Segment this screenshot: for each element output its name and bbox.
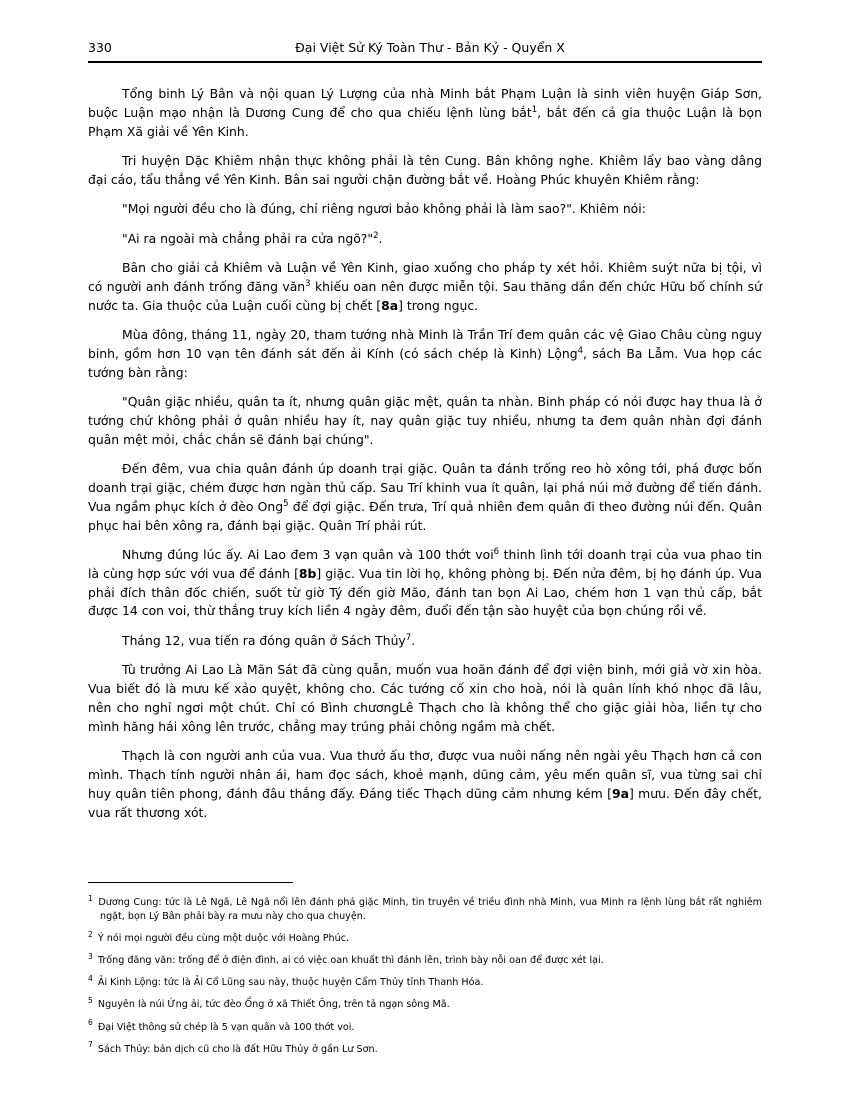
paragraph: "Ai ra ngoài mà chẳng phải ra cửa ngõ?"$^2$.	[122, 230, 383, 246]
footnote-reference[interactable]: 3	[305, 278, 311, 289]
footnote-reference[interactable]: 6	[493, 546, 500, 557]
footnotes	[88, 896, 762, 1056]
footnote-text: Sách Thủy: bản dịch cũ cho là đất Hữu Thủy ở gần Lư Sơn.	[94, 1043, 378, 1055]
footnote-reference[interactable]: 5	[283, 498, 289, 509]
paragraph: Tri huyện Dặc Khiêm nhận thực không phải là tên Cung. Bân không nghe. Khiêm lấy bao vàng dâng đại cáo, tẩu thẳng về Yên Kinh. Bân sai người chặn đường bắt về. Hoàng Phúc khuyên Khiêm rằng:	[88, 153, 762, 187]
footnote-item	[88, 976, 762, 990]
paragraph: Tháng 12, vua tiến ra đóng quân ở Sách Thủy$^7$.	[122, 632, 416, 648]
paragraph: Nhưng đúng lúc ấy. Ai Lao đem 3 vạn quân và 100 thớt voi$^6$ thinh lình tới doanh trại của vua phao tin là cùng hợp sức với vua để đánh [8b] giặc. Vua tin lời họ, không phòng bị. Đến nửa đêm, bị họ đánh úp. Vua phải đích thân đốc chiến, suốt từ giờ Tý đến giờ Mão, đánh tan bọn Ai Lao, chém hơn 1 vạn thủ cấp, bắt được 14 con voi, thừ thắng truy kích liền 4 ngày đêm, đuổi đến tận sào huyệt của bọn chúng rồi về.	[88, 546, 762, 619]
footnote-text: Nguyên là núi Ứng ải, tức đèo Ổng ở xã Thiết Ông, trên tả ngạn sông Mã.	[94, 999, 450, 1011]
footnote-number: 3	[88, 951, 93, 961]
footnote-number: 4	[88, 974, 93, 984]
footnote-reference[interactable]: 2	[373, 230, 379, 241]
footnote-item	[88, 998, 762, 1012]
footnote-item	[88, 1040, 762, 1057]
paragraph: Bân cho giải cả Khiêm và Luận về Yên Kinh, giao xuống cho pháp ty xét hỏi. Khiêm suýt nữa bị tội, vì có người anh đánh trống đăng văn$^3$ khiếu oan nên được miễn tội. Sau thăng dần đến chức Hữu bố chính sứ nước ta. Gia thuộc của Luận cuối cùng bị chết [8a] trong ngục.	[88, 259, 762, 313]
paragraph: "Quân giặc nhiều, quân ta ít, nhưng quân giặc mệt, quân ta nhàn. Binh pháp có nói được hay thua là ở tướng chứ không phải ở quân nhiều hay ít, nay quân giặc tuy nhiều, nhưng ta đem quân nhàn đợi đánh quân mệt mỏi, chắc chắn sẽ đánh bại chúng".	[88, 393, 762, 447]
footnote-item	[88, 896, 762, 923]
footnote-text: Ý nói mọi người đều cùng một duộc với Hoàng Phúc.	[94, 933, 350, 945]
page-number: 330	[88, 40, 112, 55]
footnote-number: 6	[88, 1018, 93, 1028]
header-divider	[88, 61, 762, 63]
footnote-text: Đại Việt thông sử chép là 5 vạn quân và 100 thớt voi.	[94, 1021, 355, 1033]
footnote-text: Dương Cung: tức là Lê Ngã, Lê Ngã nổi lên đánh phá giặc Minh, tin truyền về triều đình nhà Minh, vua Minh ra lệnh lùng bắt rất nghiêm ngặt, bọn Lý Bân phải bày ra mưu này cho qua chuyện.	[94, 897, 762, 922]
paragraph: Thạch là con người anh của vua. Vua thưở ấu thơ, được vua nuôi nấng nên ngài yêu Thạch hơn cả con mình. Thạch tính người nhân ái, ham đọc sách, khoẻ mạnh, dũng cảm, yêu mến quân sĩ, vua từng sai chỉ huy quân tiên phong, đánh đâu thắng đấy. Đáng tiếc Thạch dũng cảm nhưng kém [9a] mưu. Đến đây chết, vua rất thương xót.	[88, 747, 762, 820]
body-text	[88, 85, 762, 822]
footnote-number: 7	[88, 1040, 93, 1050]
paragraph: Đến đêm, vua chia quân đánh úp doanh trại giặc. Quân ta đánh trống reo hò xông tới, phá được bốn doanh trại giặc, chém được hơn ngàn thủ cấp. Sau Trí khinh vua ít quân, lại phá núi mở đường để tiến đánh. Vua ngầm phục kích ở đèo Ong$^5$ để đợi giặc. Đến trưa, Trí quả nhiên đem quân đi theo đường núi đến. Quân phục hai bên xông ra, đánh bại giặc. Quân Trí phải rút.	[88, 461, 763, 533]
footnote-reference[interactable]: 1	[531, 104, 538, 115]
paragraph: "Mọi người đều cho là đúng, chỉ riêng ngươi bảo không phải là làm sao?". Khiêm nói:	[122, 201, 646, 217]
folio-marker: 8a	[381, 297, 399, 313]
folio-marker: 8b	[298, 565, 317, 581]
footnote-number: 5	[88, 996, 93, 1006]
footnote-divider	[88, 882, 293, 883]
footnote-number: 2	[88, 929, 93, 939]
page-header	[88, 40, 762, 61]
header-title: Đại Việt Sử Ký Toàn Thư - Bản Kỷ - Quyển X	[295, 40, 565, 55]
footnote-reference[interactable]: 4	[577, 345, 583, 356]
footnote-item	[88, 951, 762, 968]
footnote-item	[88, 929, 762, 946]
footnote-text: Ải Kinh Lộng: tức là Ải Cổ Lũng sau này, thuộc huyện Cẩm Thủy tỉnh Thanh Hóa.	[94, 977, 484, 989]
paragraph: Tù trưởng Ai Lao Là Mãn Sát đã cùng quẫn, muốn vua hoãn đánh để đợi viện binh, mới giả vờ xin hòa. Vua biết đó là mưu kế xảo quyệt, không cho. Các tướng cố xin cho hoà, nói là quân lính khó nhọc đã lâu, nên cho nghỉ ngơi một chút. Chỉ có Bình chươngLê Thạch cho là không thể cho giặc giải hòa, liền tự cho mình hăng hái xông lên trước, chẳng may trúng phải chông ngầm mà chết.	[88, 662, 762, 734]
footnote-reference[interactable]: 7	[405, 632, 412, 643]
paragraph: Tổng binh Lý Bân và nội quan Lý Lượng của nhà Minh bắt Phạm Luận là sinh viên huyện Giáp Sơn, buộc Luận mạo nhận là Dương Cung để cho qua chiếu lệnh lùng bắt$^1$, bắt đến cả gia thuộc Luận là bọn Phạm Xã giải về Yên Kinh.	[88, 86, 762, 139]
footnote-number: 1	[88, 894, 93, 904]
footnote-text: Trống đăng văn: trống để ở điện đình, ai có việc oan khuất thì đánh lên, trình bày nỗi oan để được xét lại.	[94, 955, 604, 967]
paragraph: Mùa đông, tháng 11, ngày 20, tham tướng nhà Minh là Trần Trí đem quân các vệ Giao Châu cùng nguy binh, gồm hơn 10 vạn tên đánh sát đến ải Kính (có sách chép là Kinh) Lộng$^4$, sách Ba Lẫm. Vua họp các tướng bàn rằng:	[88, 326, 762, 380]
footnote-item	[88, 1018, 762, 1035]
folio-marker: 9a	[611, 785, 629, 801]
